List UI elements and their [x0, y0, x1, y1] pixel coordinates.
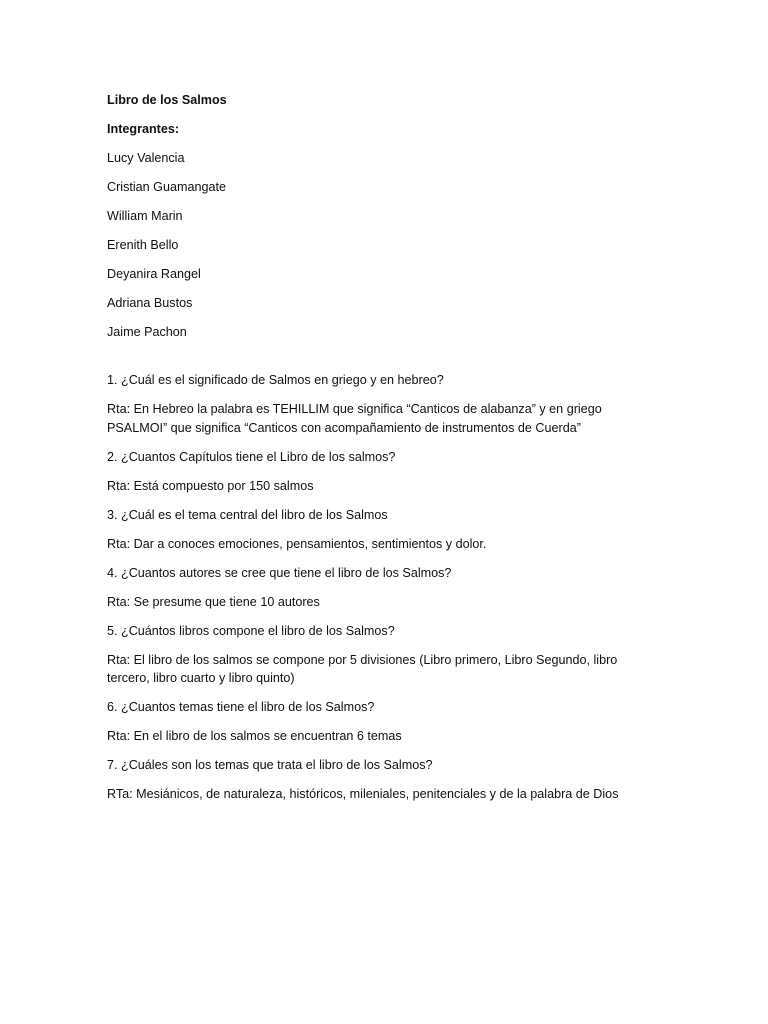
member-name: Adriana Bustos	[107, 296, 193, 310]
members-label: Integrantes:	[107, 122, 180, 136]
question-text: 2. ¿Cuantos Capítulos tiene el Libro de los salmos?	[107, 449, 396, 464]
question-text: 6. ¿Cuantos temas tiene el libro de los Salmos?	[107, 700, 375, 714]
document-body	[107, 91, 647, 814]
member-name: Erenith Bello	[107, 238, 179, 252]
member-name: Jaime Pachon	[107, 325, 187, 339]
question-text: 3. ¿Cuál es el tema central del libro de los Salmos	[107, 507, 388, 522]
member-name: Cristian Guamangate	[107, 180, 227, 194]
answer-text: RTa: Mesiánicos, de naturaleza, históricos, mileniales, penitenciales y de la palabra de Dios	[107, 787, 619, 801]
answer-text: Rta: Dar a conoces emociones, pensamientos, sentimientos y dolor.	[107, 536, 487, 551]
member-name: Lucy Valencia	[107, 151, 185, 165]
document-title: Libro de los Salmos	[107, 93, 227, 107]
answer-text: Rta: El libro de los salmos se compone por 5 divisiones (Libro primero, Libro Segundo, libro tercero, libro cuarto y libro quinto)	[107, 652, 618, 685]
answer-text: Rta: En Hebreo la palabra es TEHILLIM que significa “Canticos de alabanza” y en griego PSALMOI” que significa “Canticos con acompañamiento de instrumentos de Cuerda”	[107, 402, 602, 435]
section-spacer	[107, 352, 647, 371]
answer-text: Rta: En el libro de los salmos se encuentran 6 temas	[107, 729, 402, 743]
member-name: William Marin	[107, 209, 183, 223]
question-text: 1. ¿Cuál es el significado de Salmos en griego y en hebreo?	[107, 373, 444, 387]
answer-text: Rta: Se presume que tiene 10 autores	[107, 594, 320, 609]
question-text: 5. ¿Cuántos libros compone el libro de los Salmos?	[107, 623, 395, 638]
answer-text: Rta: Está compuesto por 150 salmos	[107, 478, 314, 493]
member-name: Deyanira Rangel	[107, 267, 201, 281]
question-text: 4. ¿Cuantos autores se cree que tiene el libro de los Salmos?	[107, 565, 452, 580]
question-text: 7. ¿Cuáles son los temas que trata el libro de los Salmos?	[107, 758, 433, 772]
